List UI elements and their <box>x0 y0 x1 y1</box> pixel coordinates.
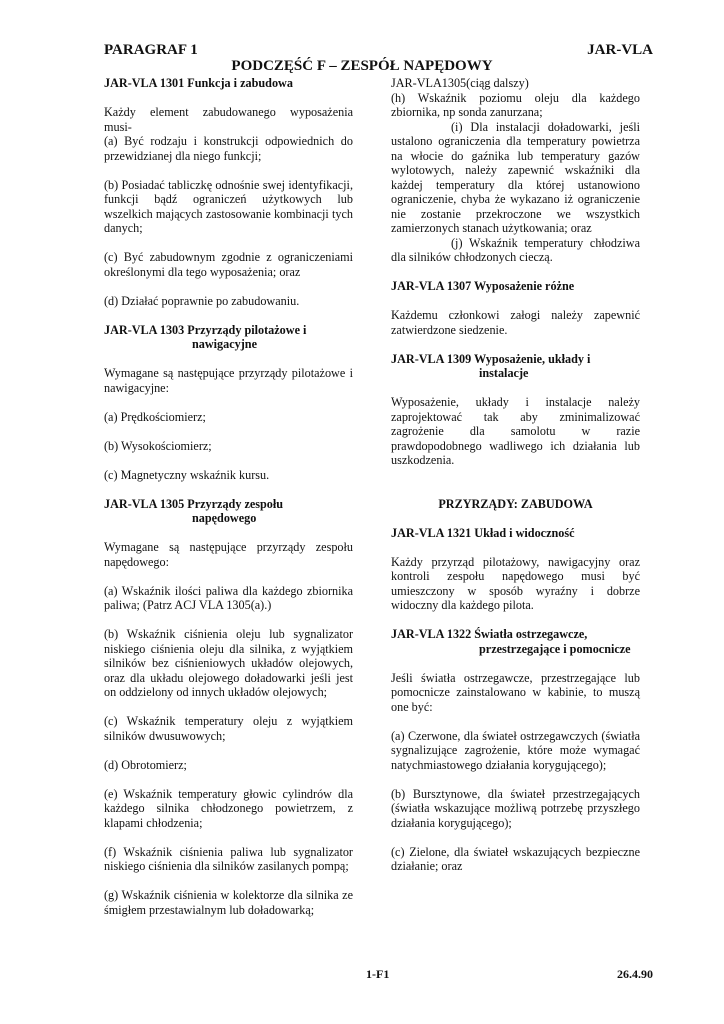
section-1305-item-g: (g) Wskaźnik ciśnienia w kolektorze dla silnika ze śmigłem przestawialnym lub doładowarką; <box>104 888 353 917</box>
section-1322-intro: Jeśli światła ostrzegawcze, przestrzegające lub pomocnicze zainstalowano w kabinie, to muszą one być: <box>391 670 640 714</box>
section-1305-intro: Wymagane są następujące przyrządy zespołu napędowego: <box>104 540 353 569</box>
header-paragraph-label: PARAGRAF 1 <box>104 42 198 58</box>
revision-date: 26.4.90 <box>617 967 653 981</box>
page-number: 1-F1 <box>366 967 390 981</box>
section-1322-item-a: (a) Czerwone, dla świateł ostrzegawczych (światła sygnalizujące zagrożenie, które może wymagać natychmiastowego działania korygującego); <box>391 728 640 772</box>
section-1303-heading-cont: nawigacyjne <box>192 337 257 351</box>
section-1305-item-j: (j) Wskaźnik temperatury chłodziwa dla silników chłodzonych cieczą. <box>391 235 640 264</box>
section-1309-heading-cont: instalacje <box>479 366 529 380</box>
section-1301-item-c: (c) Być zabudownym zgodnie z ograniczeniami określonymi dla tego wyposażenia; oraz <box>104 250 353 279</box>
section-1301-heading: JAR-VLA 1301 Funkcja i zabudowa <box>104 76 293 90</box>
section-1305-item-b: (b) Wskaźnik ciśnienia oleju lub sygnalizator niskiego ciśnienia oleju dla silnika, z wyjątkiem silników bez ciśnieniowych układów olejowych, oraz dla układu olejowego doładowarki jeśli jest on oddzielony od innych układów olejowych; <box>104 627 353 699</box>
section-1322-heading-cont: przestrzegające i pomocnicze <box>479 641 631 656</box>
section-1305-heading-cont: napędowego <box>192 511 257 525</box>
section-1301-intro-cont: musi- <box>104 119 132 134</box>
section-1303-heading: JAR-VLA 1303 Przyrządy pilotażowe i <box>104 322 307 337</box>
section-1301-item-d: (d) Działać poprawnie po zabudowaniu. <box>104 293 300 308</box>
continuation-label: JAR-VLA1305(ciąg dalszy) <box>391 76 529 90</box>
section-1322-item-b: (b) Bursztynowe, dla świateł przestrzegających (światła wskazujące możliwą potrzebę przyszłego działania korygującego); <box>391 786 640 830</box>
section-1305-item-f: (f) Wskaźnik ciśnienia paliwa lub sygnalizator niskiego ciśnienia dla silników zasilanych pompą; <box>104 844 353 873</box>
section-1303-item-c: (c) Magnetyczny wskaźnik kursu. <box>104 467 270 482</box>
section-1309-text: Wyposażenie, układy i instalacje należy zaprojektować tak aby zminimalizować zagrożenie dla samolotu w razie prawdopodobnego wadliwego ich działania lub uszkodzenia. <box>391 395 640 467</box>
header-document-code: JAR-VLA <box>587 42 653 58</box>
section-1322-item-c: (c) Zielone, dla świateł wskazujących bezpieczne działanie; oraz <box>391 844 640 873</box>
section-1301-intro: Każdy element zabudowanego wyposażenia <box>104 105 353 119</box>
section-1301-item-a: (a) Być rodzaju i konstrukcji odpowiednich do przewidzianej dla niego funkcji; <box>104 134 353 163</box>
right-column <box>391 76 640 874</box>
section-1303-item-b: (b) Wysokościomierz; <box>104 438 212 453</box>
section-1301-item-b: (b) Posiadać tabliczkę odnośnie swej identyfikacji, funkcji bądź ograniczeń użytkowych lub wszelkich mających zastosowanie kombinacji tych danych; <box>104 177 353 235</box>
section-1309-heading: JAR-VLA 1309 Wyposażenie, układy i <box>391 351 591 366</box>
left-column <box>104 76 353 917</box>
section-1303-intro: Wymagane są następujące przyrządy pilotażowe i nawigacyjne: <box>104 366 353 395</box>
section-1305-item-c: (c) Wskaźnik temperatury oleju z wyjątkiem silników dwusuwowych; <box>104 714 353 743</box>
page-title: PODCZĘŚĆ F – ZESPÓŁ NAPĘDOWY <box>231 58 493 74</box>
section-1322-heading: JAR-VLA 1322 Światła ostrzegawcze, <box>391 627 588 641</box>
section-1303-item-a: (a) Prędkościomierz; <box>104 409 206 424</box>
section-1305-item-d: (d) Obrotomierz; <box>104 757 187 772</box>
section-1321-heading: JAR-VLA 1321 Układ i widoczność <box>391 525 575 540</box>
section-1305-item-e: (e) Wskaźnik temperatury głowic cylindrów dla każdego silnika chłodzonego powietrzem, z klapami chłodzenia; <box>104 786 353 830</box>
section-1307-heading: JAR-VLA 1307 Wyposażenie różne <box>391 279 575 293</box>
section-1305-item-h: (h) Wskaźnik poziomu oleju dla każdego zbiornika, np sonda zanurzana; <box>391 90 640 119</box>
section-1305-item-a: (a) Wskaźnik ilości paliwa dla każdego zbiornika paliwa; (Patrz ACJ VLA 1305(a).) <box>104 583 353 612</box>
section-1305-heading: JAR-VLA 1305 Przyrządy zespołu <box>104 496 284 511</box>
instruments-subheading: PRZYRZĄDY: ZABUDOWA <box>438 496 593 511</box>
section-1321-text: Każdy przyrząd pilotażowy, nawigacyjny oraz kontroli zespołu napędowego musi być umieszczony w sposób wyraźny i dobrze widoczny dla każdego pilota. <box>391 554 640 612</box>
section-1307-text: Każdemu członkowi załogi należy zapewnić zatwierdzone siedzenie. <box>391 308 640 337</box>
section-1305-item-i: (i) Dla instalacji doładowarki, jeśli ustalono ograniczenia dla temperatury powietrza na włocie do gaźnika lub temperatury gazów wylotowych, należy zapewnić wskaźniki dla każdej temperatury dla której ustanowiono ograniczenie, chyba że wykazano iż ograniczenie nie zostanie przekroczone we wszystkich zamierzonych stanach użytkowania; oraz <box>391 119 640 235</box>
